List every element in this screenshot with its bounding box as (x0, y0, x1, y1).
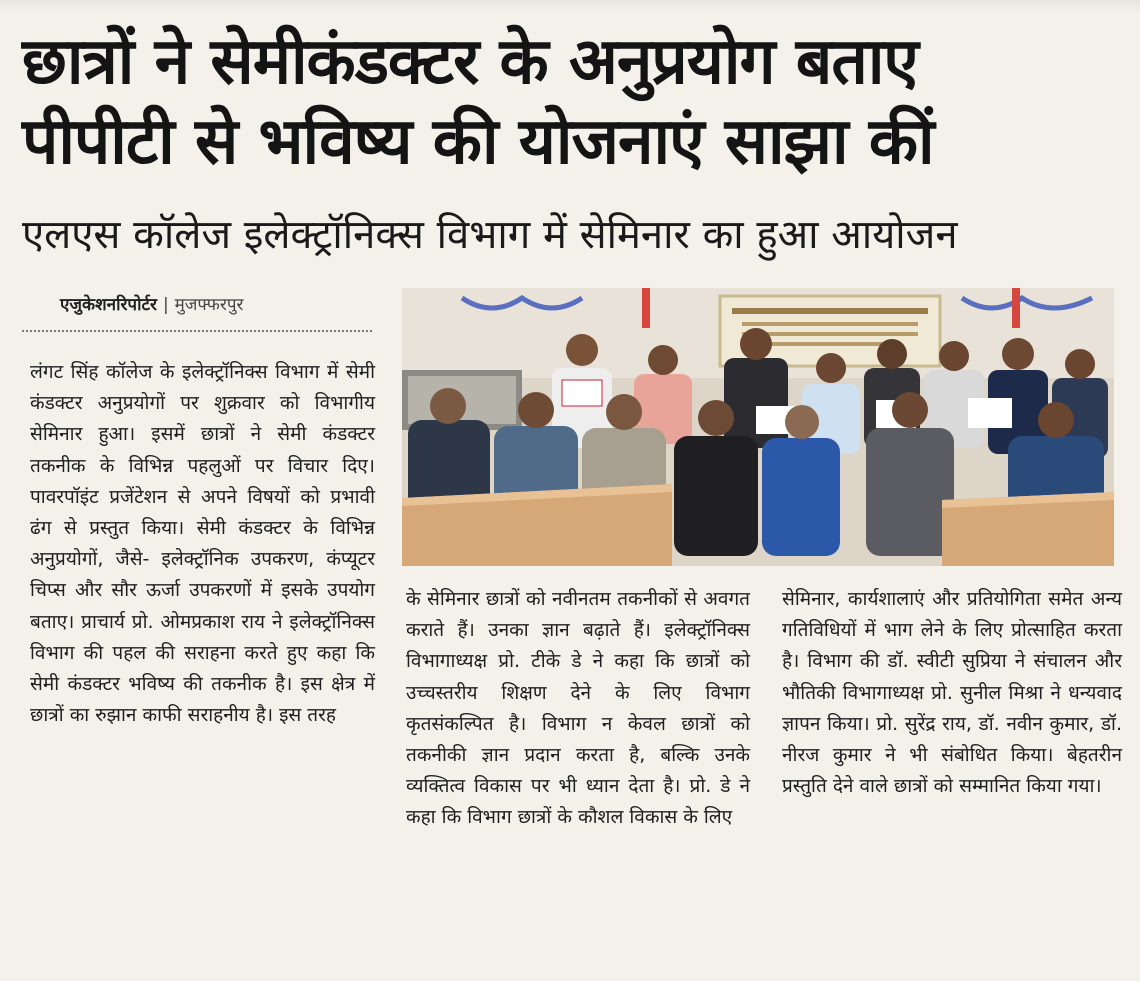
article-column-2 (406, 584, 750, 834)
column-2-text: के सेमिनार छात्रों को नवीनतम तकनीकों से अवगत कराते हैं। उनका ज्ञान बढ़ाते हैं। इलेक्ट्रॉनिक्स विभागाध्यक्ष प्रो. टीके डे ने कहा कि छात्रों को उच्चस्तरीय शिक्षण देने के लिए विभाग कृतसंकल्पित है। विभाग न केवल छात्रों को तकनीकी ज्ञान प्रदान करता है, बल्कि उनके व्यक्तित्व विकास पर भी ध्यान देता है। प्रो. डे ने कहा कि विभाग छात्रों के कौशल विकास के लिए (406, 588, 750, 829)
byline-divider (22, 330, 372, 332)
column-1-text: लंगट सिंह कॉलेज के इलेक्ट्रॉनिक्स विभाग में सेमी कंडक्टर अनुप्रयोगों पर शुक्रवार को विभागीय सेमिनार हुआ। इसमें छात्रों ने सेमी कंडक्टर तकनीक के विभिन्न पहलुओं पर विचार दिए। पावरपॉइंट प्रजेंटेशन से अपने विषयों को प्रभावी ढंग से प्रस्तुत किया। सेमी कंडक्टर के विभिन्न अनुप्रयोगों, जैसे- इलेक्ट्रॉनिक उपकरण, कंप्यूटर चिप्स और सौर ऊर्जा उपकरणों में इसके उपयोग बताए। प्राचार्य प्रो. ओमप्रकाश राय ने इलेक्ट्रॉनिक्स विभाग की पहल की सराहना करते हुए कहा कि सेमी कंडक्टर भविष्य की तकनीक है। इस क्षेत्र में छात्रों का रुझान काफी सराहनीय है। इस तरह (30, 361, 375, 727)
byline-city: मुजफ्फरपुर (174, 295, 244, 315)
seminar-group-photo (402, 288, 1114, 566)
headline-line-2: पीपीटी से भविष्य की योजनाएं साझा कीं (22, 105, 934, 179)
byline-separator: | (162, 295, 169, 315)
byline (60, 290, 370, 320)
page-top-edge (0, 0, 1140, 14)
article-headline (22, 22, 1122, 182)
article-column-1 (30, 357, 375, 731)
byline-reporter: एजुकेशनरिपोर्टर (60, 295, 158, 315)
article-subheadline: एलएस कॉलेज इलेक्ट्रॉनिक्स विभाग में सेमिनार का हुआ आयोजन (22, 212, 958, 258)
headline-line-1: छात्रों ने सेमीकंडक्टर के अनुप्रयोग बताए (22, 25, 918, 99)
article-column-3 (782, 584, 1122, 802)
column-3-text: सेमिनार, कार्यशालाएं और प्रतियोगिता समेत अन्य गतिविधियों में भाग लेने के लिए प्रोत्साहित करता है। विभाग की डॉ. स्वीटी सुप्रिया ने संचालन और भौतिकी विभागाध्यक्ष प्रो. सुनील मिश्रा ने धन्यवाद ज्ञापन किया। प्रो. सुरेंद्र राय, डॉ. नवीन कुमार, डॉ. नीरज कुमार ने भी संबोधित किया। बेहतरीन प्रस्तुति देने वाले छात्रों को सम्मानित किया गया। (782, 588, 1122, 798)
